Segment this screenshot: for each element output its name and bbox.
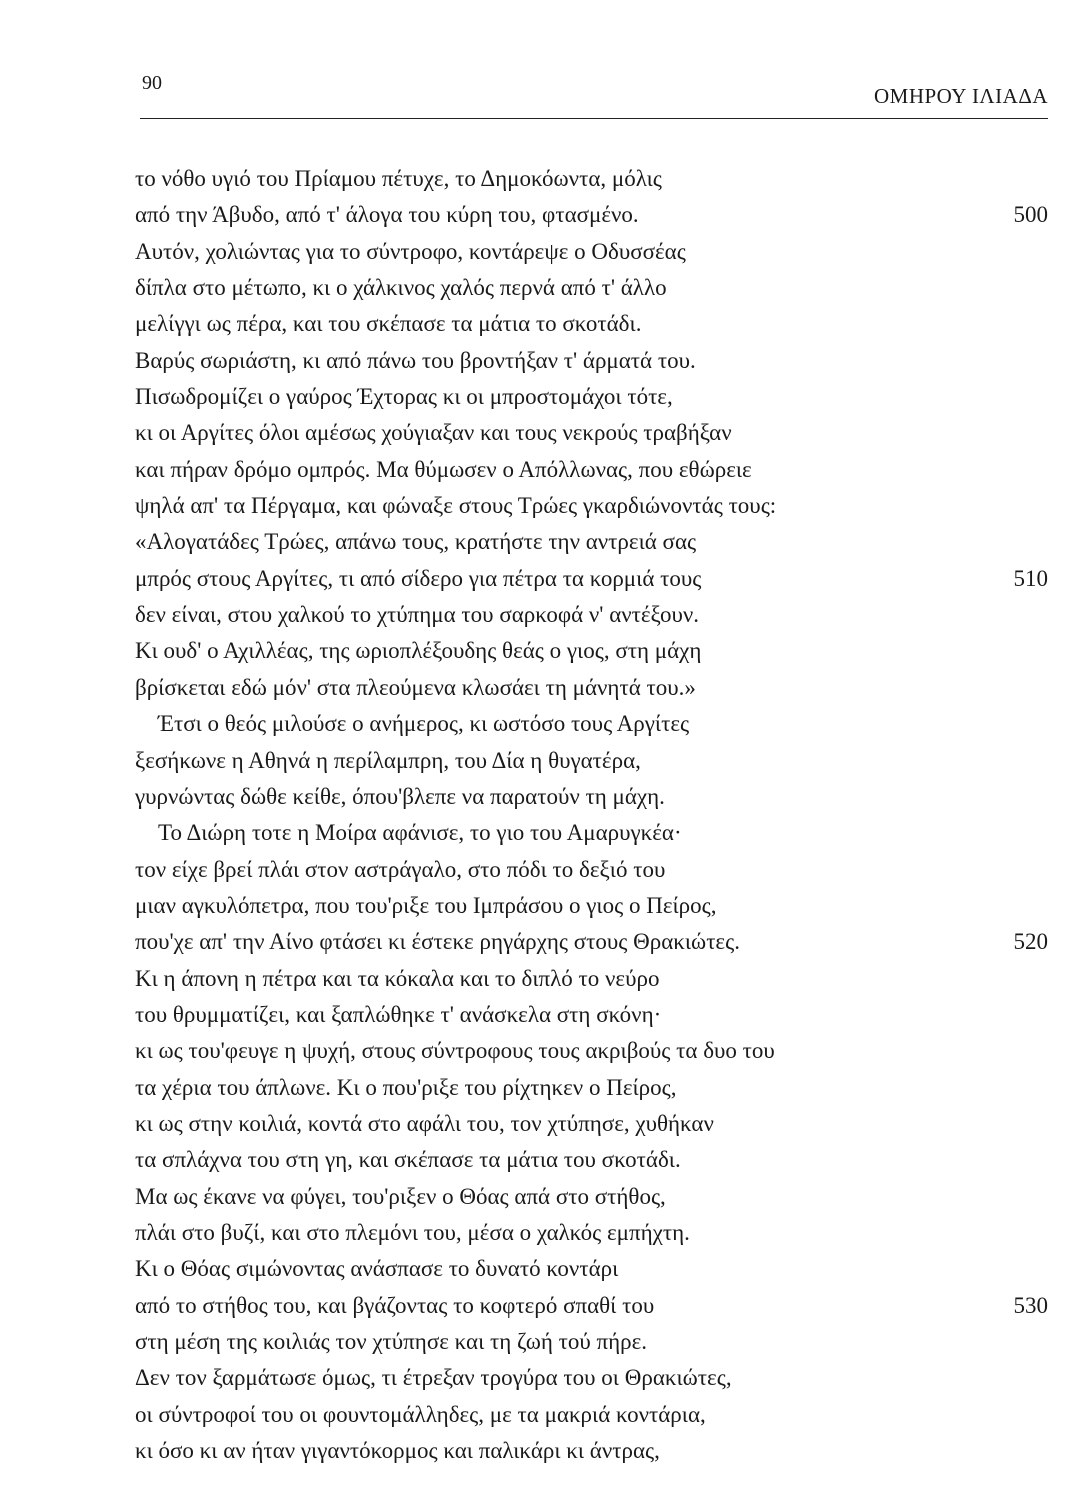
verse-line [0,743,1086,779]
verse-text: κι οι Αργίτες όλοι αμέσως χούγιαξαν και τους νεκρούς τραβήξαν [135,420,732,446]
verse-line [0,1070,1086,1106]
verse-text: κι ως στην κοιλιά, κοντά στο αφάλι του, τον χτύπησε, χυθήκαν [135,1110,714,1136]
verse-text: μπρός στους Αργίτες, τι από σίδερο για πέτρα τα κορμιά τους [135,565,702,591]
verse-text: ξεσήκωνε η Αθηνά η περίλαμπρη, του Δία η θυγατέρα, [135,747,641,773]
verse-line [0,1106,1086,1142]
verse-text: βρίσκεται εδώ μόν' στα πλεούμενα κλωσάει τη μάνητά του.» [135,674,696,700]
verse-text: Κι ο Θόας σιμώνοντας ανάσπασε το δυνατό κοντάρι [135,1256,619,1282]
verse-line [0,961,1086,997]
verse-text: γυρνώντας δώθε κείθε, όπου'βλεπε να παρατούν τη μάχη. [135,783,665,809]
verse-text: Το Διώρη τοτε η Μοίρα αφάνισε, το γιο του Αμαρυγκέα· [158,820,682,846]
verse-text: κι ως του'φευγε η ψυχή, στους σύντροφους τους ακριβούς τα δυο του [135,1038,775,1064]
verse-line [0,1179,1086,1215]
verse-line [0,1397,1086,1433]
verse-text: κι όσο κι αν ήταν γιγαντόκορμος και παλικάρι κι άντρας, [135,1438,660,1464]
verse-text: τα σπλάχνα του στη γη, και σκέπασε τα μάτια του σκοτάδι. [135,1147,681,1173]
verse-line [0,561,1086,597]
verse-line [0,1324,1086,1360]
verse-text: ψηλά απ' τα Πέργαμα, και φώναξε στους Τρώες γκαρδιώνοντάς τους: [135,493,777,519]
verse-text: Έτσι ο θεός μιλούσε ο ανήμερος, κι ωστόσο τους Αργίτες [158,711,690,737]
verse-line [0,888,1086,924]
verse-text: τον είχε βρεί πλάι στον αστράγαλο, στο πόδι το δεξιό του [135,856,666,882]
verse-line [0,1142,1086,1178]
line-number: 530 [1013,1292,1048,1318]
verse-text: Πισωδρομίζει ο γαύρος Έχτορας κι οι μπροστομάχοι τότε, [135,384,673,410]
verse-line [0,1433,1086,1469]
verse-line [0,343,1086,379]
verse-line [0,924,1086,960]
verse-line [0,997,1086,1033]
verse-line [0,706,1086,742]
verse-text: Κι ουδ' ο Αχιλλέας, της ωριοπλέξουδης θεάς ο γιος, στη μάχη [135,638,702,664]
verse-text: από το στήθος του, και βγάζοντας το κοφτερό σπαθί του [135,1292,655,1318]
verse-text: που'χε απ' την Αίνο φτάσει κι έστεκε ρηγάρχης στους Θρακιώτες. [135,929,740,955]
verse-line [0,270,1086,306]
verse-text: μελίγγι ως πέρα, και του σκέπασε τα μάτια το σκοτάδι. [135,311,642,337]
verse-text: «Αλογατάδες Τρώες, απάνω τους, κρατήστε την αντρειά σας [135,529,697,555]
verse-line [0,488,1086,524]
verse-line [0,452,1086,488]
running-title: ΟΜΗΡΟΥ ΙΛΙΑΔΑ [874,84,1048,108]
verse-text: Αυτόν, χολιώντας για το σύντροφο, κοντάρεψε ο Οδυσσέας [135,238,686,264]
verse-text: Βαρύς σωριάστη, κι από πάνω του βροντήξαν τ' άρματά του. [135,347,696,373]
verse-line [0,779,1086,815]
verse-line [0,815,1086,851]
verse-text: από την Άβυδο, από τ' άλογα του κύρη του, φτασμένο. [135,202,639,228]
verse-line [0,1033,1086,1069]
verse-line [0,197,1086,233]
verse-text: δίπλα στο μέτωπο, κι ο χάλκινος χαλός περνά από τ' άλλο [135,275,667,301]
verse-line [0,852,1086,888]
verse-text: και πήραν δρόμο ομπρός. Μα θύμωσεν ο Απόλλωνας, που εθώρειε [135,456,752,482]
verse-line [0,597,1086,633]
verse-text: τα χέρια του άπλωνε. Κι ο που'ριξε του ρίχτηκεν ο Πείρος, [135,1074,677,1100]
verse-text: στη μέση της κοιλιάς τον χτύπησε και τη ζωή τού πήρε. [135,1329,648,1354]
verse-text: Μα ως έκανε να φύγει, του'ριξεν ο Θόας απά στο στήθος, [135,1183,666,1209]
verse-line [0,1251,1086,1287]
verse-line [0,633,1086,669]
verse-text: Κι η άπονη η πέτρα και τα κόκαλα και το διπλό το νεύρο [135,965,660,991]
verse-text: το νόθο υγιό του Πρίαμου πέτυχε, το Δημοκόωντα, μόλις [135,166,662,191]
verse-line [0,1288,1086,1324]
verse-text: δεν είναι, στου χαλκού το χτύπημα του σαρκοφά ν' αντέξουν. [135,602,699,628]
verse-line [0,415,1086,451]
line-number: 520 [1013,929,1048,955]
verse-text: μιαν αγκυλόπετρα, που του'ριξε του Ιμπράσου ο γιος ο Πείρος, [135,892,717,918]
verse-text: οι σύντροφοί του οι φουντομάλληδες, με τα μακριά κοντάρια, [135,1401,706,1427]
line-number: 510 [1013,565,1048,591]
verse-line [0,306,1086,342]
verse-text: του θρυμματίζει, και ξαπλώθηκε τ' ανάσκελα στη σκόνη· [135,1001,662,1027]
verse-line [0,1215,1086,1251]
verse-line [0,379,1086,415]
verse-line [0,161,1086,197]
line-number: 500 [1013,202,1048,228]
verse-line [0,670,1086,706]
verse-line [0,524,1086,560]
verse-text: Δεν τον ξαρμάτωσε όμως, τι έτρεξαν τρογύρα του οι Θρακιώτες, [135,1365,732,1391]
verse-line [0,1360,1086,1396]
verse-text: πλάι στο βυζί, και στο πλεμόνι του, μέσα ο χαλκός εμπήχτη. [135,1219,690,1245]
header-rule [140,118,1048,119]
verse-line [0,234,1086,270]
page-number: 90 [142,72,162,94]
verse-block [0,161,1086,1469]
